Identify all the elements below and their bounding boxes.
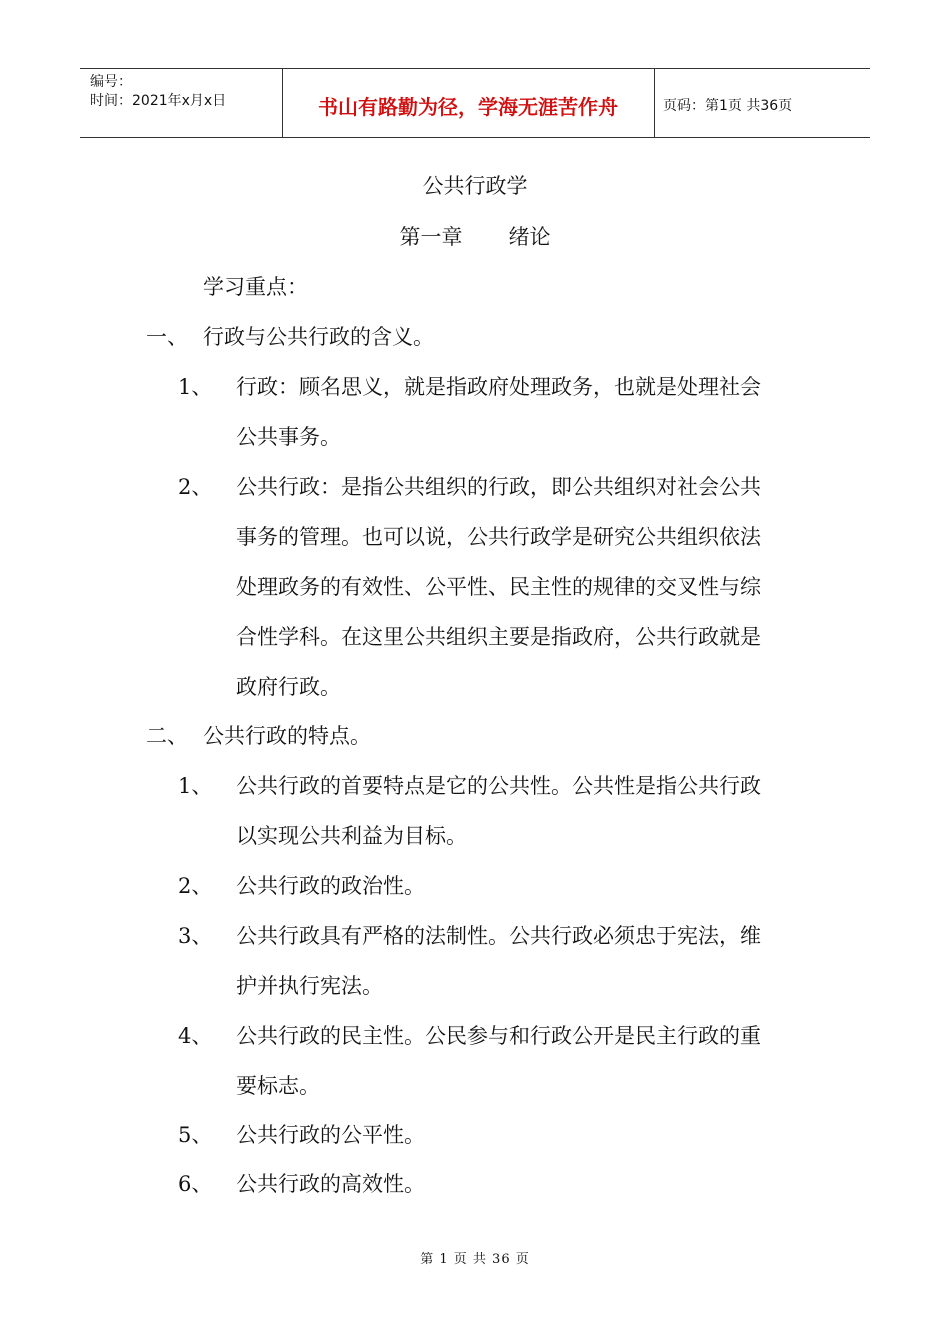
item-marker: 5、 bbox=[178, 1123, 213, 1147]
header-motto: 书山有路勤为径，学海无涯苦作舟 bbox=[318, 95, 618, 119]
item-line: 护并执行宪法。 bbox=[236, 974, 383, 998]
item-marker: 4、 bbox=[178, 1024, 213, 1048]
item-line: 处理政务的有效性、公平性、民主性的规律的交叉性与综 bbox=[236, 575, 761, 599]
item-marker: 1、 bbox=[178, 774, 213, 798]
item-marker: 3、 bbox=[178, 924, 213, 948]
header-meta bbox=[90, 73, 226, 111]
section-marker: 二、 bbox=[146, 724, 188, 748]
item-marker: 2、 bbox=[178, 874, 213, 898]
item-marker: 1、 bbox=[178, 375, 213, 399]
section-heading: 公共行政的特点。 bbox=[203, 724, 371, 748]
item-marker: 6、 bbox=[178, 1172, 213, 1196]
item-line: 合性学科。在这里公共组织主要是指政府，公共行政就是 bbox=[236, 625, 761, 649]
section-marker: 一、 bbox=[146, 325, 188, 349]
item-line: 公共事务。 bbox=[236, 425, 341, 449]
chapter-heading bbox=[0, 221, 950, 251]
item-line: 公共行政具有严格的法制性。公共行政必须忠于宪法，维 bbox=[236, 924, 761, 948]
item-line: 公共行政的民主性。公民参与和行政公开是民主行政的重 bbox=[236, 1024, 761, 1048]
page-footer: 第 1 页 共 36 页 bbox=[420, 1252, 530, 1267]
chapter-number: 第一章 bbox=[399, 225, 463, 249]
section-heading: 行政与公共行政的含义。 bbox=[203, 325, 434, 349]
item-line: 事务的管理。也可以说，公共行政学是研究公共组织依法 bbox=[236, 525, 761, 549]
item-line: 公共行政的公平性。 bbox=[236, 1123, 425, 1147]
item-line: 以实现公共利益为目标。 bbox=[236, 824, 467, 848]
chapter-name: 绪论 bbox=[508, 225, 551, 249]
header-divider bbox=[654, 69, 655, 137]
item-line: 公共行政的政治性。 bbox=[236, 874, 425, 898]
item-line: 公共行政的首要特点是它的公共性。公共性是指公共行政 bbox=[236, 774, 761, 798]
study-focus-label: 学习重点： bbox=[203, 275, 308, 299]
item-line: 行政：顾名思义，就是指政府处理政务，也就是处理社会 bbox=[236, 375, 761, 399]
item-line: 要标志。 bbox=[236, 1074, 320, 1098]
item-line: 政府行政。 bbox=[236, 675, 341, 699]
item-line: 公共行政的高效性。 bbox=[236, 1172, 425, 1196]
header-page-info: 页码：第1页 共36页 bbox=[663, 98, 793, 114]
item-marker: 2、 bbox=[178, 475, 213, 499]
document-header bbox=[80, 68, 870, 138]
number-label: 编号： bbox=[90, 74, 132, 90]
item-line: 公共行政：是指公共组织的行政，即公共组织对社会公共 bbox=[236, 475, 761, 499]
doc-title: 公共行政学 bbox=[422, 174, 528, 198]
time-label: 时间：2021年x月x日 bbox=[90, 93, 227, 109]
